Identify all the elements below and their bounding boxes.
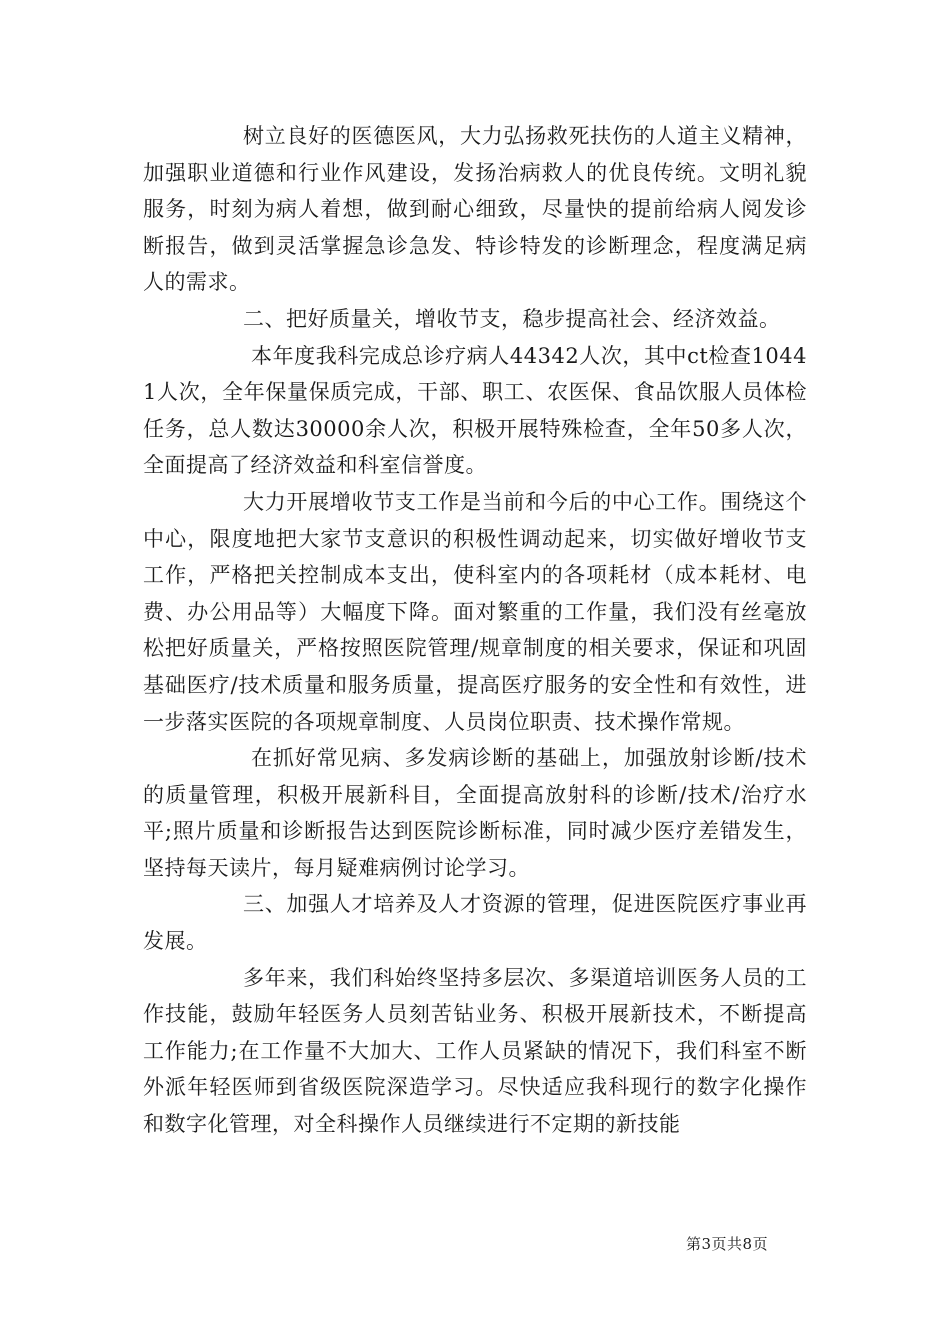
paragraph-cost-saving: 大力开展增收节支工作是当前和今后的中心工作。围绕这个中心，限度地把大家节支意识的积极性调动起来，切实做好增收节支工作，严格把关控制成本支出，使科室内的各项耗材（成本耗材、电费、办公用品等）大幅度下降。面对繁重的工作量，我们没有丝毫放松把好质量关，严格按照医院管理/规章制度的相关要求，保证和巩固基础医疗/技术质量和服务质量，提高医疗服务的安全性和有效性，进一步落实医院的各项规章制度、人员岗位职责、技术操作常规。 bbox=[143, 489, 807, 734]
document-body bbox=[143, 118, 807, 1143]
section-heading-talent: 三、加强人才培养及人才资源的管理，促进医院医疗事业再发展。 bbox=[143, 892, 807, 954]
paragraph-annual-statistics: 本年度我科完成总诊疗病人44342人次，其中ct检查10441人次，全年保量保质完成，干部、职工、农医保、食品饮服人员体检任务，总人数达30000余人次，积极开展特殊检查，全年50多人次，全面提高了经济效益和科室信誉度。 bbox=[143, 343, 807, 478]
section-heading-quality: 二、把好质量关，增收节支，稳步提高社会、经济效益。 bbox=[243, 306, 781, 331]
page-number: 第3页共8页 bbox=[686, 1235, 769, 1253]
paragraph-staff-training: 多年来，我们科始终坚持多层次、多渠道培训医务人员的工作技能，鼓励年轻医务人员刻苦钻业务、积极开展新技术，不断提高工作能力;在工作量不大加大、工作人员紧缺的情况下，我们科室不断外派年轻医师到省级医院深造学习。尽快适应我科现行的数字化操作和数字化管理，对全科操作人员继续进行不定期的新技能 bbox=[143, 965, 807, 1137]
paragraph-diagnosis-quality: 在抓好常见病、多发病诊断的基础上，加强放射诊断/技术的质量管理，积极开展新科目，全面提高放射科的诊断/技术/治疗水平;照片质量和诊断报告达到医院诊断标准，同时减少医疗差错发生，坚持每天读片，每月疑难病例讨论学习。 bbox=[143, 746, 807, 880]
paragraph-medical-ethics: 树立良好的医德医风，大力弘扬救死扶伤的人道主义精神，加强职业道德和行业作风建设，发扬治病救人的优良传统。文明礼貌服务，时刻为病人着想，做到耐心细致，尽量快的提前给病人阅发诊断报告，做到灵活掌握急诊急发、特诊特发的诊断理念，程度满足病人的需求。 bbox=[143, 124, 807, 295]
